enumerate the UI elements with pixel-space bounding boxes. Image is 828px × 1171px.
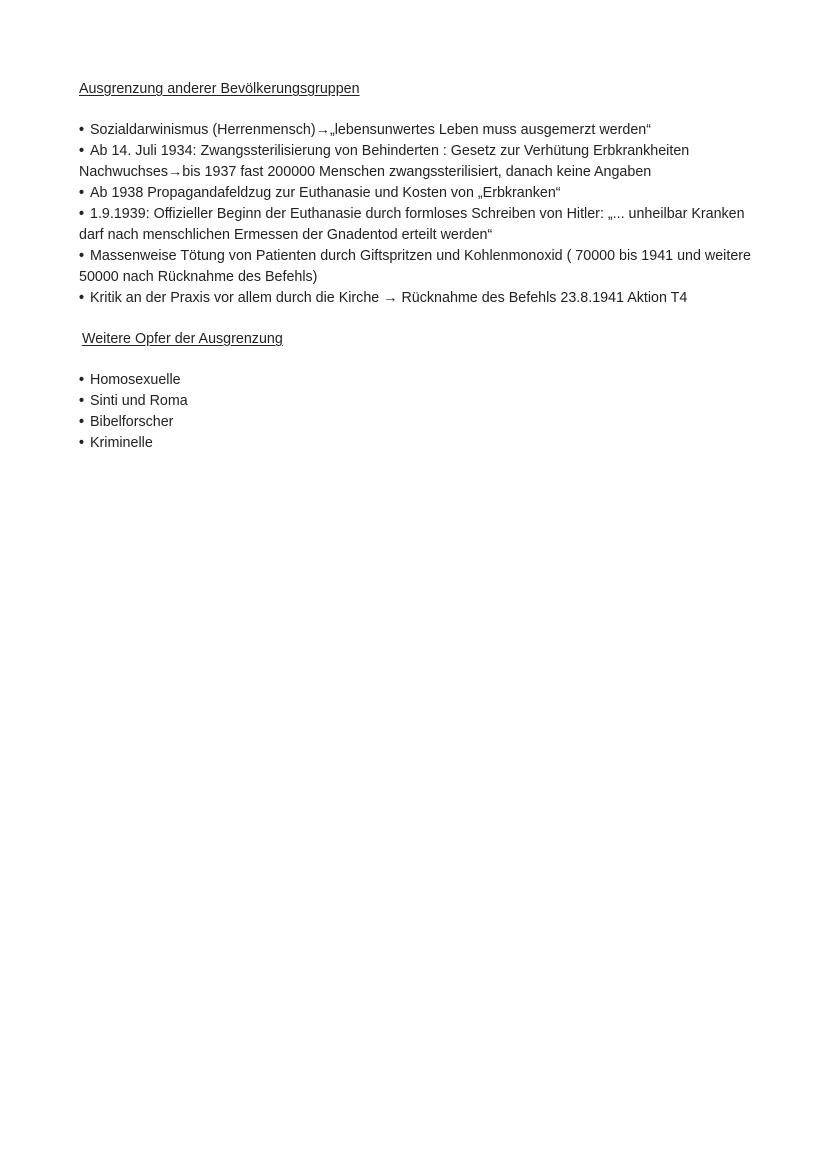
bullet-icon: •	[79, 435, 85, 451]
bullet-icon: •	[79, 248, 85, 264]
list-item	[79, 412, 759, 433]
list-item	[79, 120, 759, 141]
list-item-text: Sinti und Roma	[90, 393, 188, 409]
bullet-icon: •	[79, 372, 85, 388]
list-item-text: 1.9.1939: Offizieller Beginn der Euthanasie durch formloses Schreiben von Hitler: „... unheilbar Kranken darf nach menschlichen Ermessen der Gnadentod erteilt werden“	[79, 206, 745, 243]
bullet-list-ausgrenzung	[79, 120, 759, 309]
bullet-icon: •	[79, 143, 85, 159]
spacer	[79, 309, 759, 329]
list-item-text: Bibelforscher	[90, 414, 174, 430]
list-item	[79, 141, 759, 183]
list-item	[79, 246, 759, 288]
list-item	[79, 288, 759, 309]
bullet-icon: •	[79, 206, 85, 222]
spacer	[79, 350, 759, 370]
list-item	[79, 391, 759, 412]
bullet-icon: •	[79, 290, 85, 306]
list-item-text: Kriminelle	[90, 435, 153, 451]
list-item-text: Homosexuelle	[90, 372, 181, 388]
bullet-icon: •	[79, 414, 85, 430]
list-item-text: Sozialdarwinismus (Herrenmensch)→„lebensunwertes Leben muss ausgemerzt werden“	[90, 122, 651, 138]
section-heading-weitere-opfer: Weitere Opfer der Ausgrenzung	[82, 331, 283, 347]
bullet-icon: •	[79, 393, 85, 409]
list-item-text: Ab 14. Juli 1934: Zwangssterilisierung von Behinderten : Gesetz zur Verhütung Erbkrankheiten Nachwuchses→bis 1937 fast 200000 Menschen zwangssterilisiert, danach keine Angaben	[79, 143, 690, 180]
spacer	[79, 100, 759, 120]
list-item-text: Massenweise Tötung von Patienten durch Giftspritzen und Kohlenmonoxid ( 70000 bis 1941 und weitere 50000 nach Rücknahme des Befehls)	[79, 248, 751, 285]
list-item-text: Ab 1938 Propagandafeldzug zur Euthanasie und Kosten von „Erbkranken“	[90, 185, 561, 201]
list-item	[79, 433, 759, 454]
list-item	[79, 183, 759, 204]
section-heading-ausgrenzung: Ausgrenzung anderer Bevölkerungsgruppen	[79, 81, 360, 97]
list-item	[79, 204, 759, 246]
bullet-icon: •	[79, 185, 85, 201]
list-item	[79, 370, 759, 391]
bullet-list-weitere-opfer	[79, 370, 759, 454]
bullet-icon: •	[79, 122, 85, 138]
list-item-text: Kritik an der Praxis vor allem durch die Kirche → Rücknahme des Befehls 23.8.1941 Aktion T4	[90, 290, 688, 306]
document-page	[79, 79, 759, 454]
